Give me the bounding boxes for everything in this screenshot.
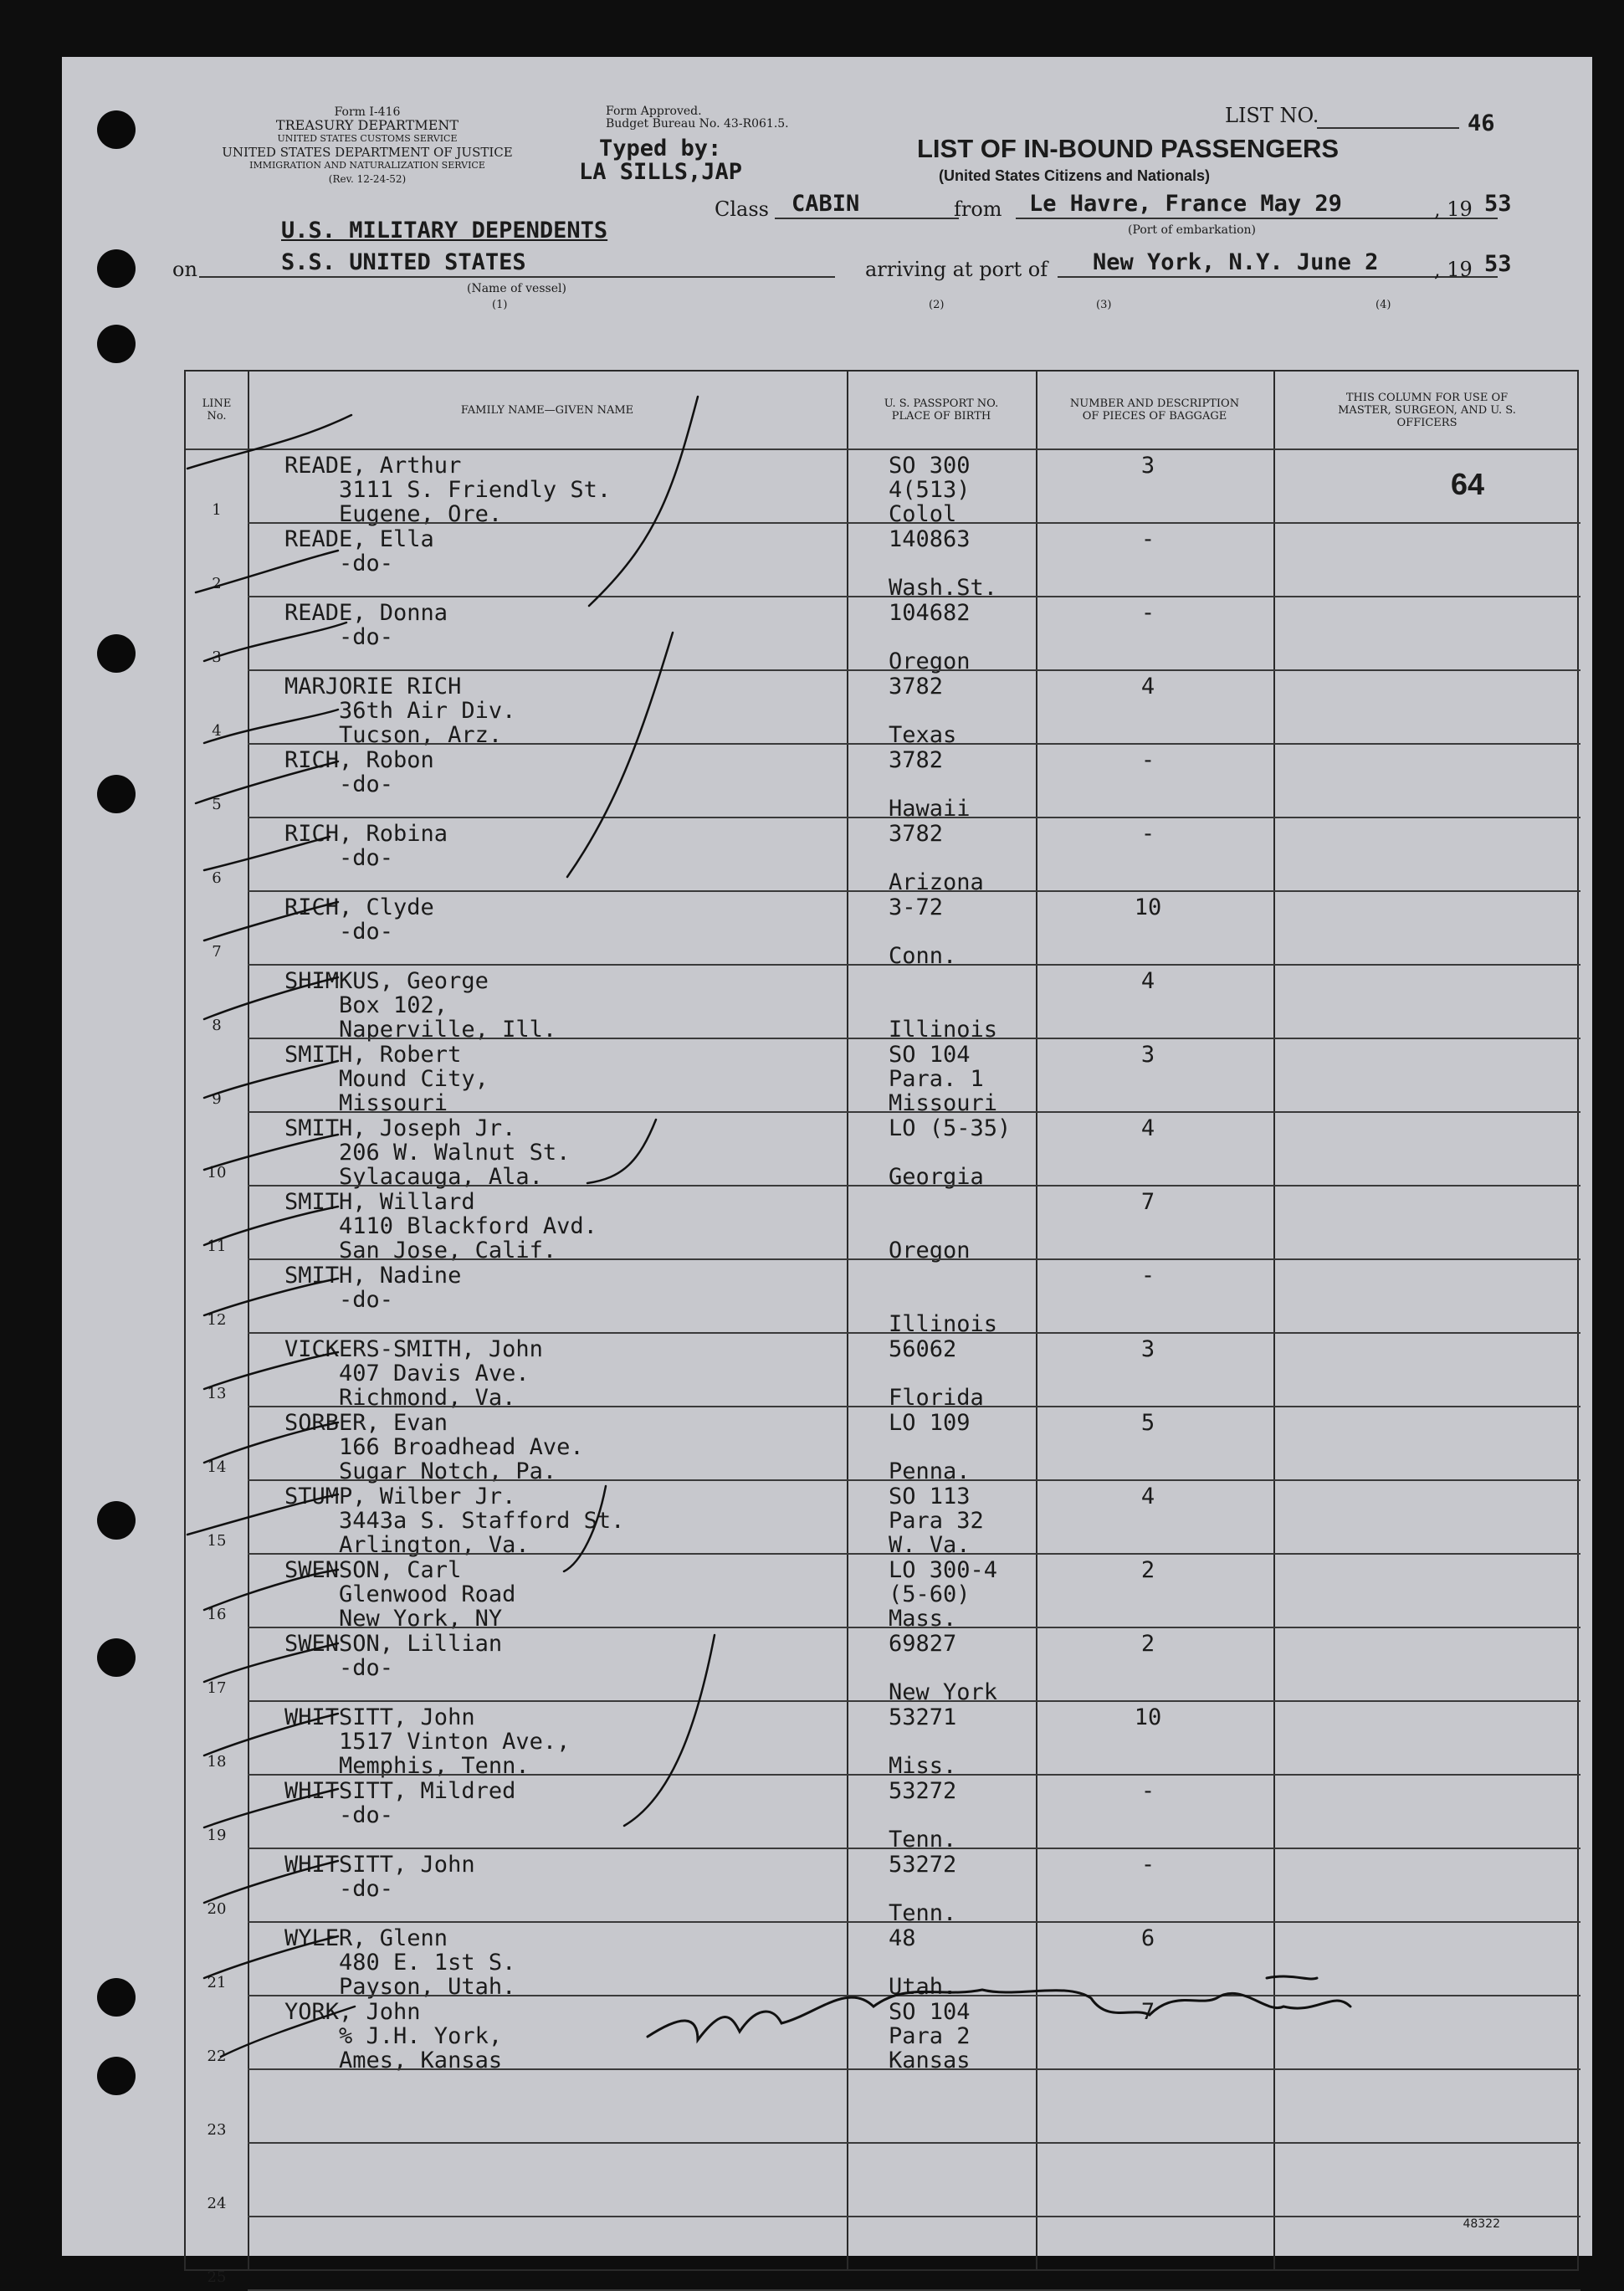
check-mark	[204, 1570, 338, 1610]
passenger-name: SHIMKUS, George Box 102, Naperville, Ill.	[284, 968, 557, 1043]
baggage-count: 4	[1140, 1484, 1155, 1509]
signature-mark	[1267, 1976, 1317, 1979]
check-mark	[204, 1279, 338, 1315]
passenger-name: WHITSITT, Mildred -do-	[284, 1778, 516, 1828]
class-value: CABIN	[792, 191, 860, 217]
check-mark	[204, 1135, 338, 1170]
year-prefix-1: , 19	[1434, 197, 1473, 221]
baggage-count: 4	[1140, 674, 1155, 700]
line-number: 17	[207, 1679, 227, 1697]
col-num-2: (2)	[929, 299, 945, 311]
line-number: 4	[212, 722, 222, 740]
baggage-count: 7	[1140, 1189, 1155, 1215]
check-mark	[204, 1061, 338, 1098]
check-mark	[204, 1207, 338, 1245]
passenger-name: STUMP, Wilber Jr. 3443a S. Stafford St. Arlington, Va.	[284, 1484, 625, 1558]
list-no-label: LIST NO.	[1225, 104, 1319, 127]
port-of-embarkation: Le Havre, France May 29	[1029, 191, 1342, 217]
line-number: 20	[207, 1900, 227, 1918]
passport-birthplace: Illinois	[889, 1311, 998, 1337]
typed-by-label: Typed by:	[599, 136, 722, 161]
baggage-count: -	[1140, 1263, 1155, 1289]
passport-birthplace: LO 300-4 (5-60) Mass.	[889, 1557, 998, 1632]
line-number: 25	[207, 2268, 227, 2286]
baggage-count: 7	[1140, 1999, 1155, 2025]
passport-birthplace: 53272 Tenn.	[889, 1778, 957, 1853]
vessel-caption: (Name of vessel)	[467, 282, 566, 295]
baggage-count: 10	[1134, 1704, 1162, 1730]
passenger-name: SMITH, Joseph Jr. 206 W. Walnut St. Sylacauga, Ala.	[284, 1115, 571, 1190]
port-caption: (Port of embarkation)	[1128, 223, 1256, 237]
header-officers: THIS COLUMN FOR USE OF MASTER, SURGEON, AND U. S. OFFICERS	[1338, 391, 1516, 429]
check-mark	[204, 1643, 338, 1682]
baggage-count: 3	[1140, 1042, 1155, 1068]
treasury-department: TREASURY DEPARTMENT	[275, 117, 459, 133]
passenger-name: SWENSON, Lillian -do-	[284, 1631, 503, 1681]
baggage-count: 2	[1140, 1631, 1155, 1657]
passenger-name: RICH, Robina -do-	[284, 821, 448, 871]
passenger-name: SORBER, Evan 166 Broadhead Ave. Sugar Notch, Pa.	[284, 1410, 584, 1484]
line-number: 5	[212, 796, 222, 813]
col-num-1: (1)	[492, 299, 508, 311]
check-mark	[204, 1936, 338, 1978]
passport-birthplace: 3782 Hawaii	[889, 747, 971, 822]
baggage-count: 5	[1140, 1410, 1155, 1436]
typed-by-value: LA SILLS,JAP	[579, 159, 743, 185]
justice-department: UNITED STATES DEPARTMENT OF JUSTICE	[222, 145, 513, 160]
passenger-name: YORK, John % J.H. York, Ames, Kansas	[284, 1999, 503, 2073]
check-mark	[204, 977, 338, 1019]
baggage-count: 10	[1134, 894, 1162, 920]
passport-birthplace: SO 300 4(513) Colol	[889, 453, 971, 527]
baggage-count: -	[1140, 821, 1155, 847]
handwritten-marks	[62, 57, 1592, 2256]
check-mark	[204, 1352, 338, 1389]
passport-birthplace: 140863 Wash.St.	[889, 526, 998, 601]
baggage-count: 4	[1140, 1115, 1155, 1141]
check-mark	[204, 1861, 338, 1903]
document-title: LIST OF IN-BOUND PASSENGERS	[917, 134, 1340, 163]
passport-birthplace: SO 113 Para 32 W. Va.	[889, 1484, 984, 1558]
passport-birthplace: 3782 Texas	[889, 674, 957, 748]
passenger-name: READE, Donna -do-	[284, 600, 448, 650]
line-number: 2	[212, 575, 222, 592]
check-mark	[204, 623, 346, 661]
bracket-stroke	[589, 397, 698, 606]
official-count: 64	[1451, 467, 1485, 501]
year-suffix-2: 53	[1484, 251, 1512, 277]
passenger-name: WYLER, Glenn 480 E. 1st S. Payson, Utah.	[284, 1925, 516, 2000]
header-name: FAMILY NAME—GIVEN NAME	[460, 403, 634, 417]
bracket-stroke	[587, 1120, 656, 1183]
check-mark	[204, 837, 330, 870]
passport-birthplace: Illinois	[889, 1017, 998, 1043]
passenger-name: SWENSON, Carl Glenwood Road New York, NY	[284, 1557, 516, 1632]
passenger-name: RICH, Clyde -do-	[284, 894, 434, 945]
on-label: on	[172, 258, 197, 281]
header-line-no: LINE No.	[202, 397, 232, 423]
passport-birthplace: SO 104 Para. 1 Missouri	[889, 1042, 998, 1116]
customs-service: UNITED STATES CUSTOMS SERVICE	[277, 133, 458, 144]
check-mark	[221, 2007, 355, 2057]
line-number: 24	[207, 2195, 227, 2212]
passport-birthplace: 104682 Oregon	[889, 600, 971, 674]
line-number: 8	[212, 1017, 222, 1034]
passport-birthplace: 48 Utah.	[889, 1925, 957, 2000]
passport-birthplace: Oregon	[889, 1238, 971, 1263]
passenger-name: RICH, Robon -do-	[284, 747, 434, 797]
passenger-name: SMITH, Robert Mound City, Missouri	[284, 1042, 489, 1116]
check-mark	[187, 415, 351, 469]
line-number: 7	[212, 943, 222, 961]
check-mark	[204, 1789, 338, 1827]
baggage-count: 3	[1140, 453, 1155, 479]
line-number: 9	[212, 1090, 222, 1108]
bracket-stroke	[564, 1486, 606, 1571]
passenger-name: WHITSITT, John -do-	[284, 1852, 475, 1902]
passport-birthplace: 3-72 Conn.	[889, 894, 957, 969]
line-number: 22	[207, 2048, 227, 2065]
header-baggage: NUMBER AND DESCRIPTION OF PIECES OF BAGGAGE	[1069, 397, 1240, 423]
passport-birthplace: 53271 Miss.	[889, 1704, 957, 1779]
line-number: 6	[212, 869, 222, 887]
line-number: 12	[207, 1311, 227, 1329]
form-approved: Form Approved.	[606, 105, 702, 118]
passport-birthplace: 56062 Florida	[889, 1336, 984, 1411]
form-number: Form I-416	[334, 105, 401, 119]
line-number: 21	[207, 1974, 227, 1991]
baggage-count: -	[1140, 747, 1155, 773]
baggage-count: -	[1140, 600, 1155, 626]
ins-service: IMMIGRATION AND NATURALIZATION SERVICE	[249, 160, 485, 171]
col-num-4: (4)	[1376, 299, 1391, 311]
line-number: 16	[207, 1606, 227, 1623]
line-number: 1	[212, 501, 222, 519]
header-passport: U. S. PASSPORT NO. PLACE OF BIRTH	[884, 397, 999, 423]
baggage-count: -	[1140, 1852, 1155, 1878]
line-number: 14	[207, 1458, 227, 1476]
check-mark	[204, 1714, 338, 1755]
baggage-count: 6	[1140, 1925, 1155, 1951]
vessel-name: S.S. UNITED STATES	[281, 249, 526, 275]
check-mark	[196, 551, 338, 592]
line-number: 19	[207, 1827, 227, 1844]
baggage-count: -	[1140, 526, 1155, 552]
baggage-count: 2	[1140, 1557, 1155, 1583]
passport-birthplace: SO 104 Para 2 Kansas	[889, 1999, 971, 2073]
passenger-name: MARJORIE RICH 36th Air Div. Tucson, Arz.	[284, 674, 516, 748]
passenger-name: WHITSITT, John 1517 Vinton Ave., Memphis, Tenn.	[284, 1704, 571, 1779]
group-title: U.S. MILITARY DEPENDENTS	[281, 218, 608, 243]
passport-birthplace: 3782 Arizona	[889, 821, 984, 895]
passenger-name: SMITH, Nadine -do-	[284, 1263, 462, 1313]
year-suffix-1: 53	[1484, 191, 1512, 217]
passport-birthplace: LO 109 Penna.	[889, 1410, 971, 1484]
check-mark	[204, 1422, 338, 1463]
passport-birthplace: 69827 New York	[889, 1631, 998, 1705]
passenger-name: SMITH, Willard 4110 Blackford Avd. San Jose, Calif.	[284, 1189, 597, 1263]
passenger-name: VICKERS-SMITH, John 407 Davis Ave. Richmond, Va.	[284, 1336, 543, 1411]
list-no-value: 46	[1468, 110, 1495, 136]
check-mark	[204, 902, 338, 940]
line-number: 3	[212, 648, 222, 666]
arrival-port-date: New York, N.Y. June 2	[1093, 249, 1379, 275]
col-num-3: (3)	[1096, 299, 1112, 311]
line-number: 15	[207, 1532, 227, 1550]
bracket-stroke	[624, 1635, 715, 1826]
line-number: 13	[207, 1385, 227, 1402]
passport-birthplace: LO (5-35) Georgia	[889, 1115, 1012, 1190]
line-number: 10	[207, 1164, 227, 1181]
bracket-stroke	[567, 633, 673, 877]
signature	[648, 1990, 1350, 2040]
budget-bureau: Budget Bureau No. 43-R061.5.	[606, 117, 789, 131]
baggage-count: 4	[1140, 968, 1155, 994]
check-mark	[187, 1494, 338, 1535]
passport-birthplace: 53272 Tenn.	[889, 1852, 957, 1926]
manifest-page	[62, 57, 1592, 2286]
from-label: from	[954, 197, 1002, 221]
passenger-name: READE, Ella -do-	[284, 526, 434, 577]
baggage-count: 3	[1140, 1336, 1155, 1362]
check-mark	[204, 710, 338, 743]
arriving-label: arriving at port of	[865, 258, 1048, 281]
passenger-name: READE, Arthur 3111 S. Friendly St. Eugene, Ore.	[284, 453, 612, 527]
year-prefix-2: , 19	[1434, 258, 1473, 281]
check-mark	[196, 761, 338, 803]
baggage-count: -	[1140, 1778, 1155, 1804]
form-code: 48322	[1463, 2217, 1500, 2231]
revision: (Rev. 12-24-52)	[328, 173, 407, 185]
class-label: Class	[715, 197, 769, 221]
line-number: 23	[207, 2121, 227, 2139]
line-number: 11	[207, 1238, 227, 1255]
document-subtitle: (United States Citizens and Nationals)	[939, 167, 1211, 184]
line-number: 18	[207, 1753, 227, 1771]
